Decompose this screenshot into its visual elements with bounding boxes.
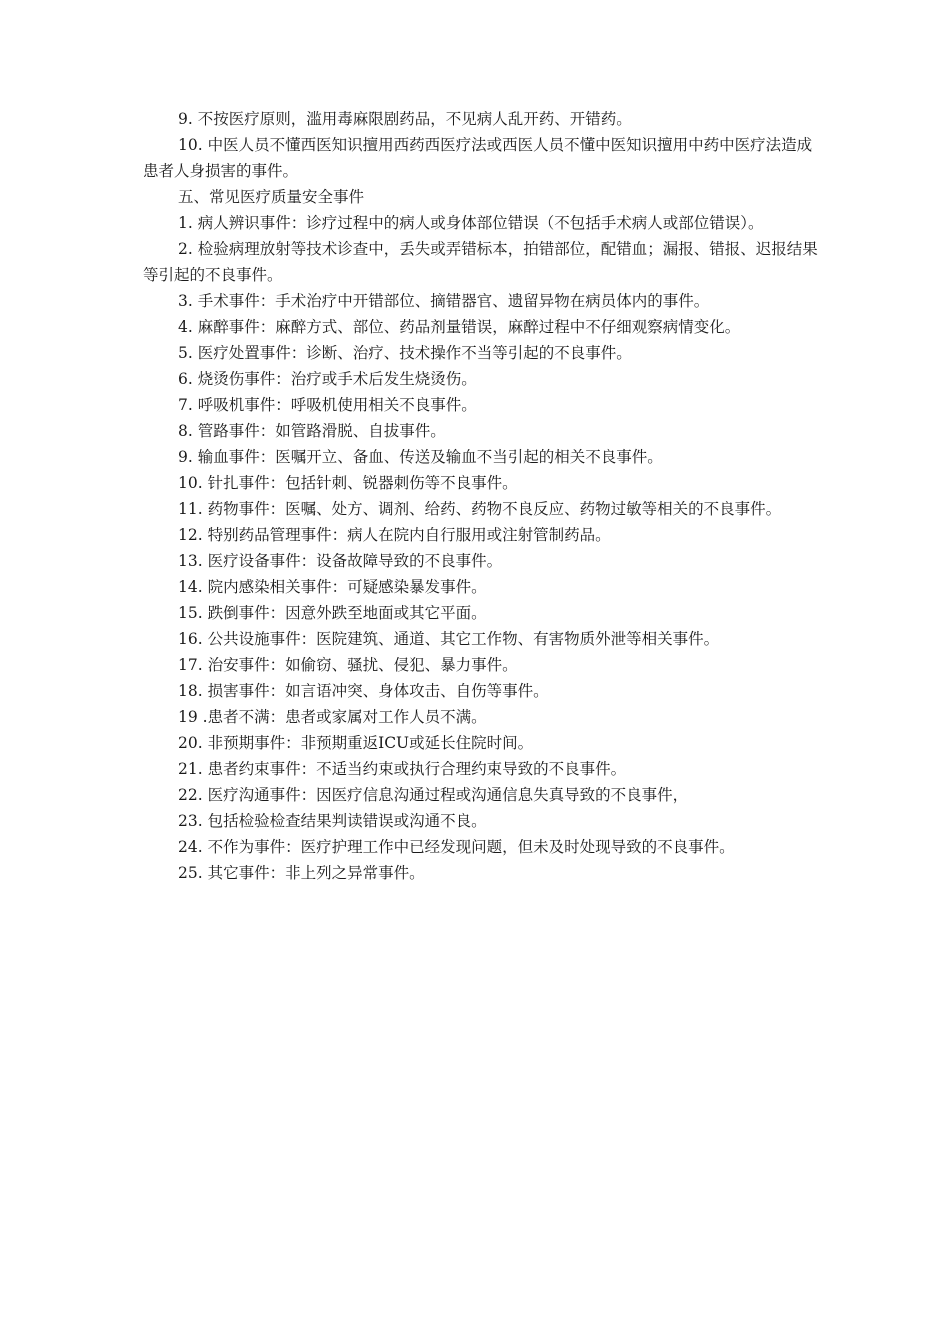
paragraph: 9. 不按医疗原则，滥用毒麻限剧药品，不见病人乱开药、开错药。 (178, 110, 632, 128)
list-item: 18. 损害事件：如言语冲突、身体攻击、自伤等事件。 (178, 682, 549, 700)
list-item: 7. 呼吸机事件：呼吸机使用相关不良事件。 (178, 396, 477, 414)
list-item: 10. 针扎事件：包括针刺、锐器刺伤等不良事件。 (178, 474, 518, 492)
list-item: 1. 病人辨识事件：诊疗过程中的病人或身体部位错误（不包括手术病人或部位错误）。 (178, 214, 764, 232)
section-heading: 五、常见医疗质量安全事件 (178, 188, 365, 206)
list-item: 2. 检验病理放射等技术诊查中，丢失或弄错标本，拍错部位，配错血；漏报、错报、迟报结果等引起的不良事件。 (143, 240, 818, 284)
document-body (143, 106, 818, 886)
list-item: 24. 不作为事件：医疗护理工作中已经发现问题，但未及时处现导致的不良事件。 (178, 838, 735, 856)
list-item: 19 .患者不满：患者或家属对工作人员不满。 (178, 708, 487, 726)
list-item: 12. 特别药品管理事件：病人在院内自行服用或注射管制药品。 (178, 526, 611, 544)
list-item: 23. 包括检验检查结果判读错误或沟通不良。 (178, 812, 487, 830)
list-item: 8. 管路事件：如管路滑脱、自拔事件。 (178, 422, 446, 440)
list-item: 14. 院内感染相关事件：可疑感染暴发事件。 (178, 578, 487, 596)
list-item: 20. 非预期事件：非预期重返ICU或延长住院时间。 (178, 734, 534, 752)
list-item: 9. 输血事件：医嘱开立、备血、传送及输血不当引起的相关不良事件。 (178, 448, 663, 466)
list-item: 25. 其它事件：非上列之异常事件。 (178, 864, 425, 882)
list-item: 17. 治安事件：如偷窃、骚扰、侵犯、暴力事件。 (178, 656, 518, 674)
list-item: 13. 医疗设备事件：设备故障导致的不良事件。 (178, 552, 503, 570)
list-item: 11. 药物事件：医嘱、处方、调剂、给药、药物不良反应、药物过敏等相关的不良事件。 (178, 500, 782, 518)
list-item: 21. 患者约束事件：不适当约束或执行合理约束导致的不良事件。 (178, 760, 627, 778)
paragraph: 10. 中医人员不懂西医知识擅用西药西医疗法或西医人员不懂中医知识擅用中药中医疗法造成患者人身损害的事件。 (143, 136, 813, 180)
list-item: 15. 跌倒事件：因意外跌至地面或其它平面。 (178, 604, 487, 622)
list-item: 4. 麻醉事件：麻醉方式、部位、药品剂量错误，麻醉过程中不仔细观察病情变化。 (178, 318, 741, 336)
list-item: 16. 公共设施事件：医院建筑、通道、其它工作物、有害物质外泄等相关事件。 (178, 630, 720, 648)
list-item: 5. 医疗处置事件：诊断、治疗、技术操作不当等引起的不良事件。 (178, 344, 632, 362)
list-item: 22. 医疗沟通事件：因医疗信息沟通过程或沟通信息失真导致的不良事件， (178, 786, 689, 804)
list-item: 3. 手术事件：手术治疗中开错部位、摘错器官、遗留异物在病员体内的事件。 (178, 292, 710, 310)
list-item: 6. 烧烫伤事件：治疗或手术后发生烧烫伤。 (178, 370, 477, 388)
